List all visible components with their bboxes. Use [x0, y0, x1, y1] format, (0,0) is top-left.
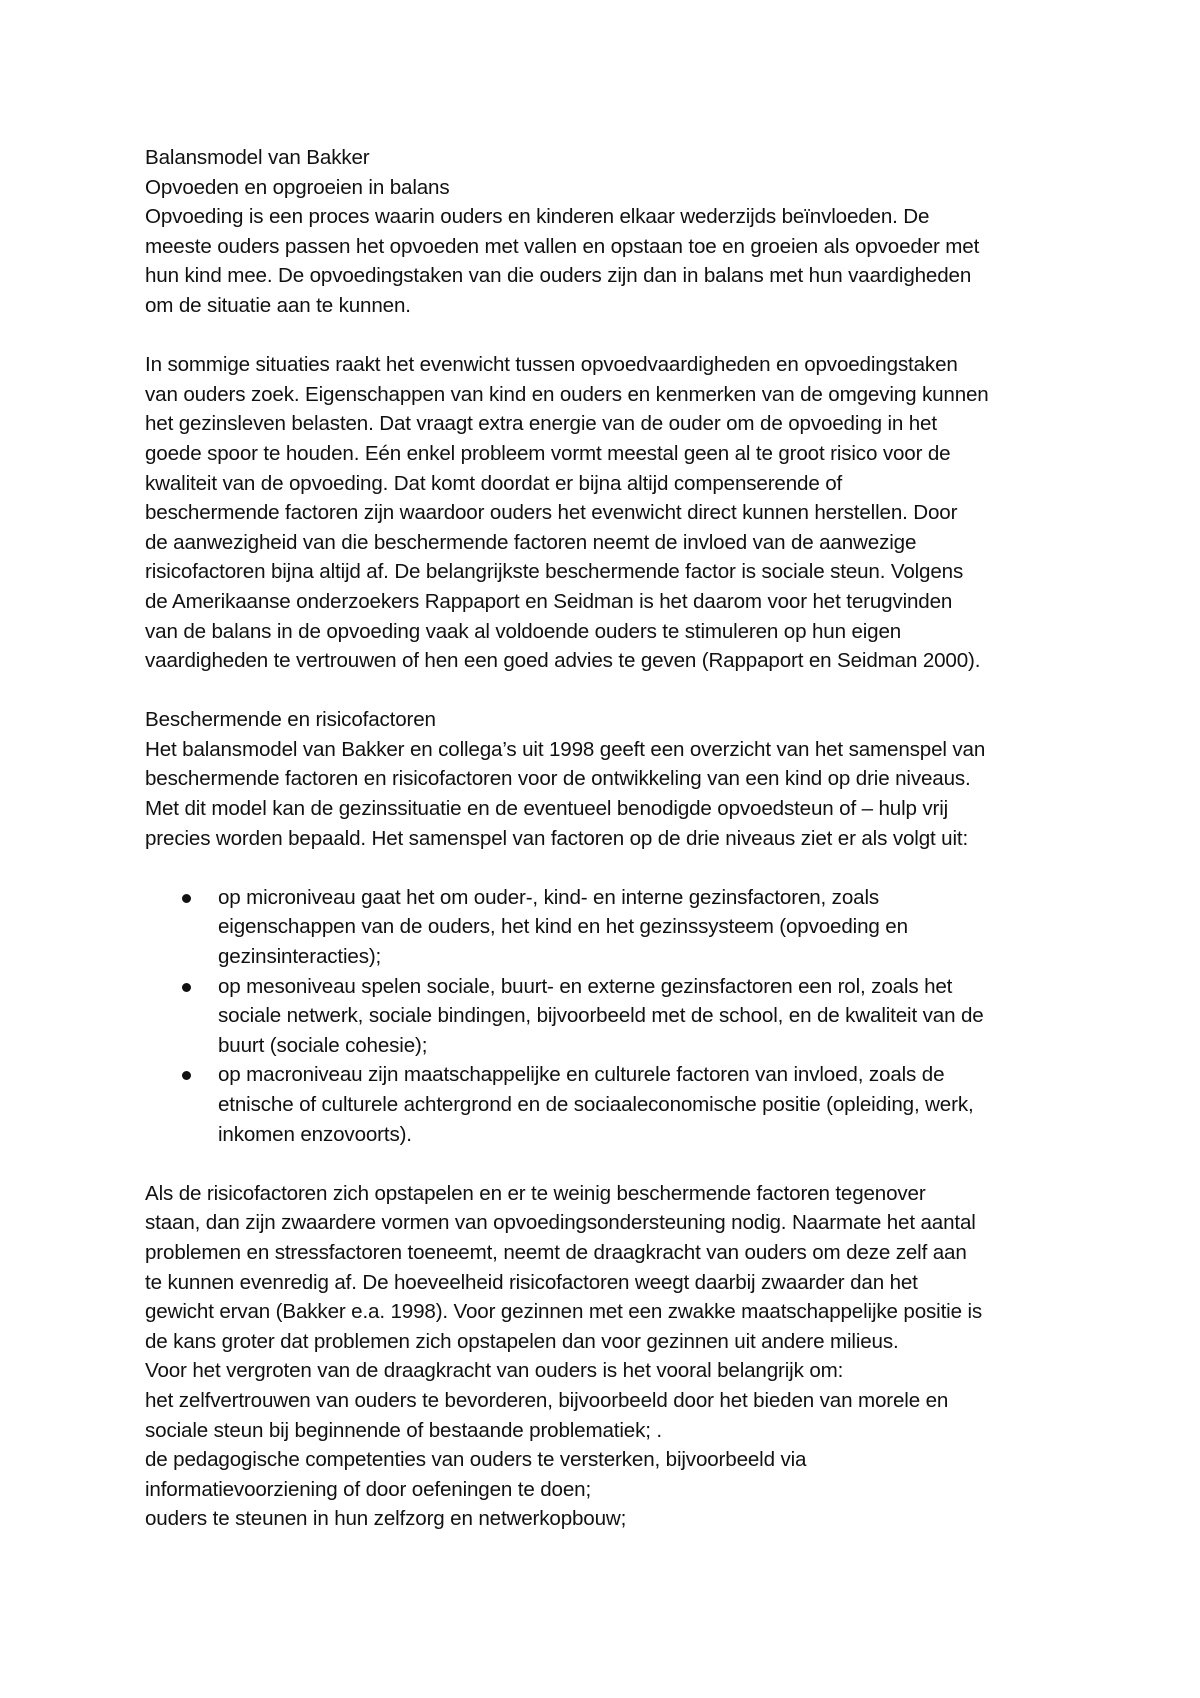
text-line: ouders te steunen in hun zelfzorg en netwerkopbouw;: [145, 1507, 627, 1531]
text-line: sociale netwerk, sociale bindingen, bijvoorbeeld met de school, en de kwaliteit van de: [218, 1004, 984, 1028]
text-line: meeste ouders passen het opvoeden met vallen en opstaan toe en groeien als opvoeder met: [145, 234, 980, 258]
text-line: inkomen enzovoorts).: [218, 1122, 412, 1146]
text-line: Voor het vergroten van de draagkracht van ouders is het vooral belangrijk om:: [145, 1359, 844, 1383]
list-item-micro: [145, 883, 1075, 972]
text-line: om de situatie aan te kunnen.: [145, 293, 411, 317]
text-line: buurt (sociale cohesie);: [218, 1033, 428, 1057]
text-line: te kunnen evenredig af. De hoeveelheid risicofactoren weegt daarbij zwaarder dan het: [145, 1270, 918, 1294]
document-subtitle: Opvoeden en opgroeien in balans: [145, 175, 450, 199]
paragraph-balance: [145, 350, 1075, 676]
text-line: eigenschappen van de ouders, het kind en het gezinssysteem (opvoeding en: [218, 915, 908, 939]
text-line: goede spoor te houden. Eén enkel probleem vormt meestal geen al te groot risico voor de: [145, 441, 951, 465]
text-line: hun kind mee. De opvoedingstaken van die ouders zijn dan in balans met hun vaardigheden: [145, 264, 972, 288]
text-line: gezinsinteracties);: [218, 945, 382, 969]
text-line: op mesoniveau spelen sociale, buurt- en externe gezinsfactoren een rol, zoals het: [218, 974, 953, 998]
text-line: sociale steun bij beginnende of bestaande problematiek; .: [145, 1418, 662, 1442]
text-line: etnische of culturele achtergrond en de sociaaleconomische positie (opleiding, werk,: [218, 1093, 974, 1116]
text-line: beschermende factoren zijn waardoor ouders het evenwicht direct kunnen herstellen. Door: [145, 501, 958, 525]
bullet-icon: [182, 1071, 191, 1080]
paragraph-risk: [145, 1179, 1075, 1534]
text-line: staan, dan zijn zwaardere vormen van opvoedingsondersteuning nodig. Naarmate het aantal: [145, 1211, 976, 1235]
text-line: de Amerikaanse onderzoekers Rappaport en Seidman is het daarom voor het terugvinden: [145, 589, 953, 613]
text-line: vaardigheden te vertrouwen of hen een goed advies te geven (Rappaport en Seidman 2000).: [145, 649, 981, 673]
text-line: de kans groter dat problemen zich opstapelen dan voor gezinnen uit andere milieus.: [145, 1329, 899, 1353]
text-line: het gezinsleven belasten. Dat vraagt extra energie van de ouder om de opvoeding in het: [145, 412, 937, 436]
bullet-icon: [182, 983, 191, 992]
text-line: de aanwezigheid van die beschermende factoren neemt de invloed van de aanwezige: [145, 530, 917, 554]
paragraph-model: [145, 735, 1075, 853]
text-line: Het balansmodel van Bakker en collega’s uit 1998 geeft een overzicht van het samenspel van: [145, 737, 986, 761]
text-line: risicofactoren bijna altijd af. De belangrijkste beschermende factor is sociale steun. Volgens: [145, 560, 964, 584]
text-line: het zelfvertrouwen van ouders te bevorderen, bijvoorbeeld door het bieden van morele en: [145, 1388, 949, 1412]
paragraph-intro: [145, 202, 1075, 320]
text-line: van ouders zoek. Eigenschappen van kind en ouders en kenmerken van de omgeving kunnen: [145, 382, 989, 406]
text-line: Als de risicofactoren zich opstapelen en er te weinig beschermende factoren tegenover: [145, 1181, 926, 1205]
paragraph-gap: [145, 1149, 1075, 1179]
document-page: [145, 143, 1075, 1534]
document-title: Balansmodel van Bakker: [145, 146, 370, 169]
text-line: op macroniveau zijn maatschappelijke en culturele factoren van invloed, zoals de: [218, 1063, 945, 1087]
text-line: op microniveau gaat het om ouder-, kind- en interne gezinsfactoren, zoals: [218, 885, 880, 909]
list-item-meso: [145, 972, 1075, 1061]
text-line: gewicht ervan (Bakker e.a. 1998). Voor gezinnen met een zwakke maatschappelijke positie is: [145, 1300, 983, 1324]
text-line: Met dit model kan de gezinssituatie en de eventueel benodigde opvoedsteun of – hulp vrij: [145, 797, 949, 821]
section-heading: Beschermende en risicofactoren: [145, 708, 436, 732]
levels-bullet-list: [145, 883, 1075, 1149]
text-line: precies worden bepaald. Het samenspel van factoren op de drie niveaus ziet er als volgt uit:: [145, 826, 969, 850]
bullet-icon: [182, 894, 191, 903]
text-line: problemen en stressfactoren toeneemt, neemt de draagkracht van ouders om deze zelf aan: [145, 1240, 967, 1264]
paragraph-gap: [145, 676, 1075, 706]
text-line: beschermende factoren en risicofactoren voor de ontwikkeling van een kind op drie niveaus.: [145, 767, 971, 791]
text-line: van de balans in de opvoeding vaak al voldoende ouders te stimuleren op hun eigen: [145, 619, 902, 643]
text-line: informatievoorziening of door oefeningen te doen;: [145, 1477, 592, 1501]
text-line: de pedagogische competenties van ouders te versterken, bijvoorbeeld via: [145, 1448, 807, 1472]
paragraph-gap: [145, 853, 1075, 883]
paragraph-gap: [145, 321, 1075, 351]
text-line: kwaliteit van de opvoeding. Dat komt doordat er bijna altijd compenserende of: [145, 471, 843, 495]
list-item-macro: [145, 1060, 1075, 1149]
text-line: In sommige situaties raakt het evenwicht tussen opvoedvaardigheden en opvoedingstaken: [145, 353, 958, 377]
text-line: Opvoeding is een proces waarin ouders en kinderen elkaar wederzijds beïnvloeden. De: [145, 205, 930, 229]
